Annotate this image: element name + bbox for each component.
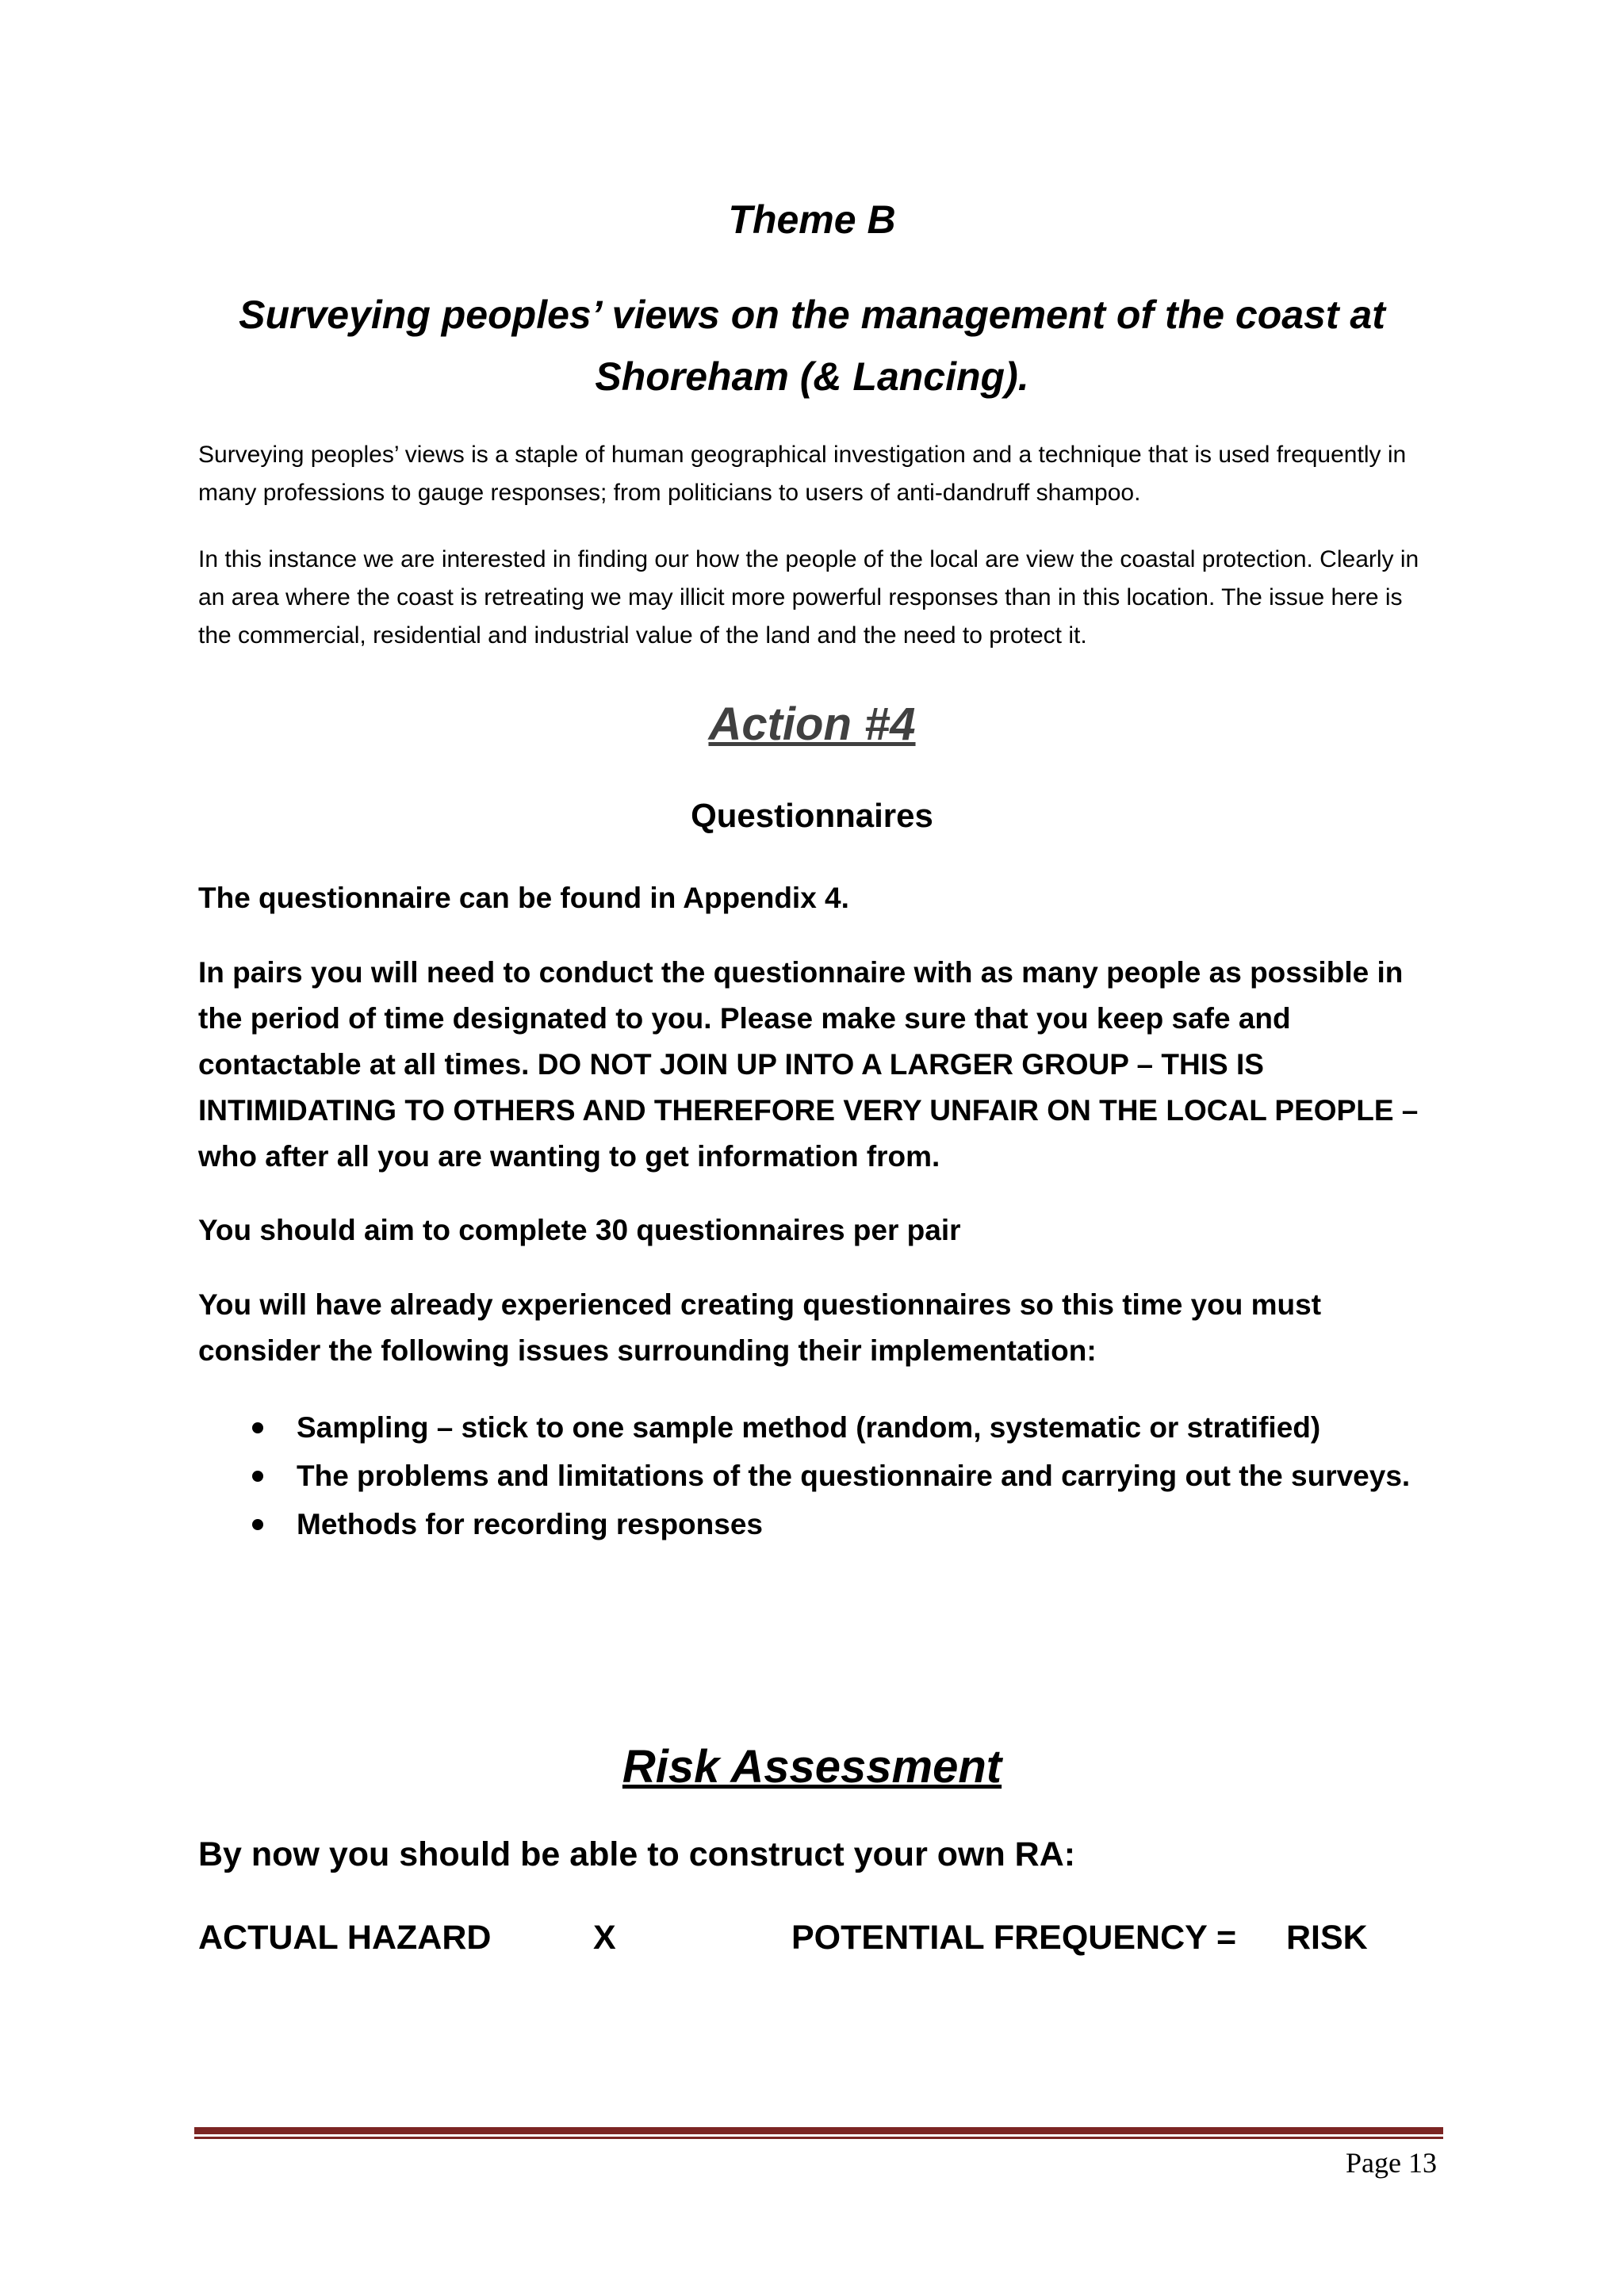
subtitle-line-2: Shoreham (& Lancing). <box>595 354 1029 399</box>
page-number: Page 13 <box>1346 2147 1437 2179</box>
issues-bullet-list <box>198 1403 1451 1548</box>
bullet-icon <box>252 1519 263 1530</box>
intro-paragraph: In this instance we are interested in finding our how the people of the local are view the coastal protection. Clearly in an area where the coast is retreating we may illicit more powerful responses than in this location. The issue here is the commercial, residential and industrial value of the land and the need to protect it. <box>198 546 1419 649</box>
formula-hazard: ACTUAL HAZARD <box>198 1919 492 1957</box>
formula-operator: X <box>593 1919 616 1957</box>
instruction-paragraph: In pairs you will need to conduct the questionnaire with as many people as possible in the period of time designated to you. Please make sure that you keep safe and contactable at all times. DO NOT JOIN UP INTO A LARGER GROUP – THIS IS INTIMIDATING TO OTHERS AND THEREFORE VERY UNFAIR ON THE LOCAL PEOPLE – who after all you are wanting to get information from. <box>198 956 1419 1173</box>
theme-heading: Theme B <box>728 197 896 242</box>
action-heading-text: Action #4 <box>708 698 916 750</box>
footer-rule-thick <box>194 2127 1443 2134</box>
list-item <box>198 1452 1451 1500</box>
bullet-icon <box>252 1471 263 1482</box>
section-heading: Questionnaires <box>691 797 933 834</box>
list-item-text: Methods for recording responses <box>297 1508 763 1540</box>
instruction-paragraph: The questionnaire can be found in Appendix 4. <box>198 882 849 914</box>
risk-intro: By now you should be able to construct your own RA: <box>198 1835 1076 1873</box>
instruction-paragraph: You will have already experienced creating questionnaires so this time you must consider the following issues surrounding their implementation: <box>198 1288 1322 1367</box>
risk-heading-text: Risk Assessment <box>622 1741 1002 1793</box>
formula-frequency: POTENTIAL FREQUENCY = <box>791 1919 1237 1957</box>
list-item-text: The problems and limitations of the questionnaire and carrying out the surveys. <box>297 1460 1411 1492</box>
formula-risk: RISK <box>1286 1919 1368 1957</box>
list-item <box>198 1500 1451 1548</box>
intro-paragraph: Surveying peoples’ views is a staple of human geographical investigation and a technique that is used frequently in many professions to gauge responses; from politicians to users of anti-dandruff shampoo. <box>198 442 1407 506</box>
subtitle-heading <box>0 284 1624 408</box>
bullet-icon <box>252 1422 263 1433</box>
instruction-paragraph: You should aim to complete 30 questionnaires per pair <box>198 1214 961 1246</box>
list-item <box>198 1403 1451 1452</box>
action-heading <box>0 698 1624 751</box>
list-item-text: Sampling – stick to one sample method (random, systematic or stratified) <box>297 1411 1321 1444</box>
subtitle-line-1: Surveying peoples’ views on the management of the coast at <box>239 293 1385 337</box>
footer-rule-thin <box>194 2137 1443 2139</box>
risk-heading <box>0 1740 1624 1793</box>
